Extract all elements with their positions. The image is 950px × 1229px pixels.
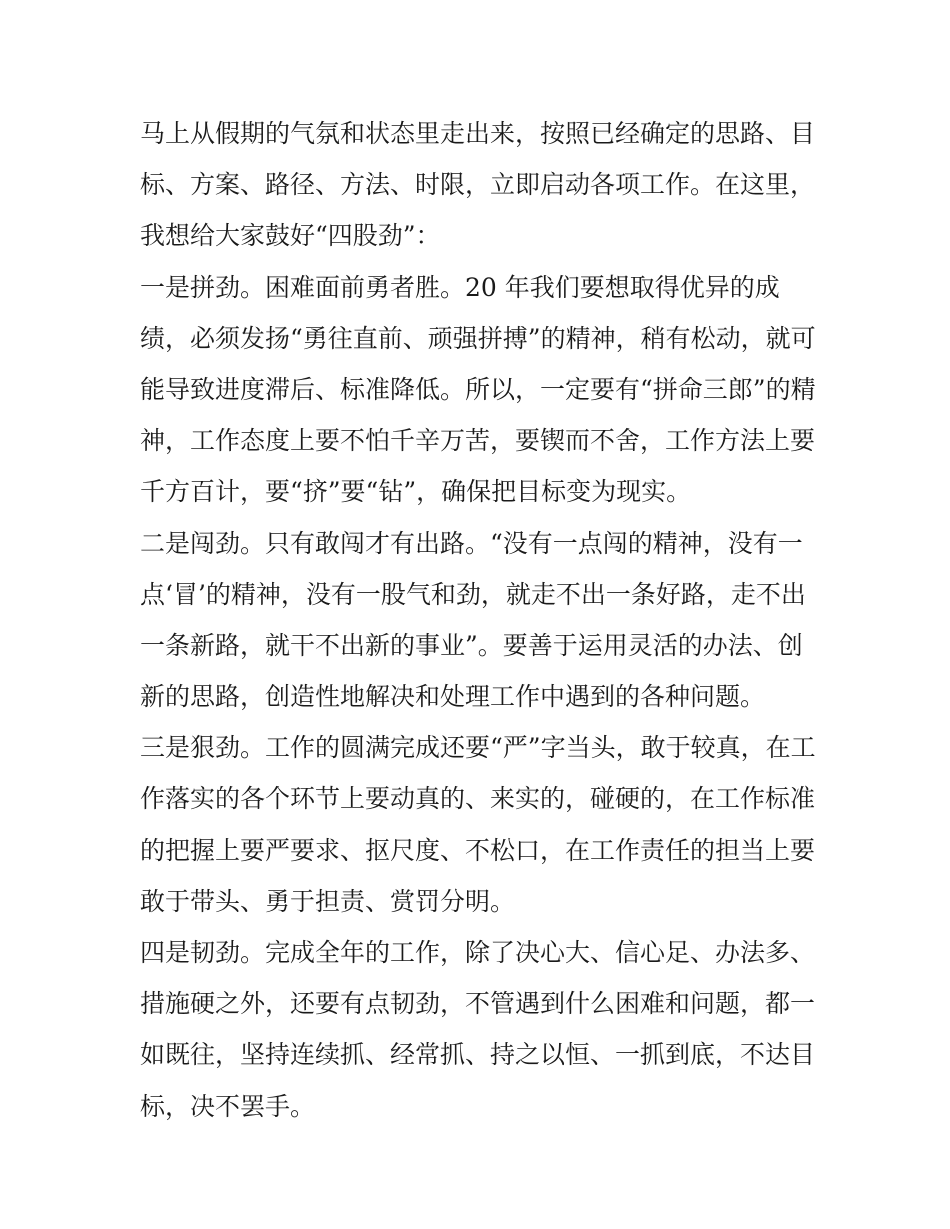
document-body	[140, 108, 820, 1132]
text-line: 神，工作态度上要不怕千辛万苦，要锲而不舍，工作方法上要	[140, 426, 816, 456]
text-line: 点‘冒’的精神，没有一股气和劲，就走不出一条好路，走不出	[140, 579, 806, 609]
text-line: 标、方案、路径、方法、时限，立即启动各项工作。在这里，	[140, 170, 816, 200]
text-line: 我想给大家鼓好“四股劲”：	[140, 221, 441, 251]
text-line: 一是拼劲。困难面前勇者胜。20 年我们要想取得优异的成	[140, 272, 780, 302]
text-line: 措施硬之外，还要有点韧劲，不管遇到什么困难和问题，都一	[140, 989, 816, 1019]
text-line: 如既往，坚持连续抓、经常抓、持之以恒、一抓到底，不达目	[140, 1040, 816, 1070]
text-line: 标，决不罢手。	[140, 1091, 316, 1121]
text-line: 敢于带头、勇于担责、赏罚分明。	[140, 886, 516, 916]
text-line: 二是闯劲。只有敢闯才有出路。“没有一点闯的精神，没有一	[140, 528, 803, 558]
text-line: 作落实的各个环节上要动真的、来实的，碰硬的，在工作标准	[140, 784, 816, 814]
text-line: 能导致进度滞后、标准降低。所以，一定要有“拼命三郎”的精	[140, 374, 816, 404]
text-line: 一条新路，就干不出新的事业”。要善于运用灵活的办法、创	[140, 630, 803, 660]
text-line: 三是狠劲。工作的圆满完成还要“严”字当头，敢于较真，在工	[140, 733, 816, 763]
text-line: 绩，必须发扬“勇往直前、顽强拼搏”的精神，稍有松动，就可	[140, 323, 816, 353]
text-line: 千方百计，要“挤”要“钻”，确保把目标变为现实。	[140, 477, 692, 507]
text-line: 四是韧劲。完成全年的工作，除了决心大、信心足、办法多、	[140, 938, 816, 967]
text-line: 新的思路，创造性地解决和处理工作中遇到的各种问题。	[140, 682, 766, 712]
text-line: 的把握上要严要求、抠尺度、不松口，在工作责任的担当上要	[140, 835, 816, 865]
text-line: 马上从假期的气氛和状态里走出来，按照已经确定的思路、目	[140, 119, 816, 148]
